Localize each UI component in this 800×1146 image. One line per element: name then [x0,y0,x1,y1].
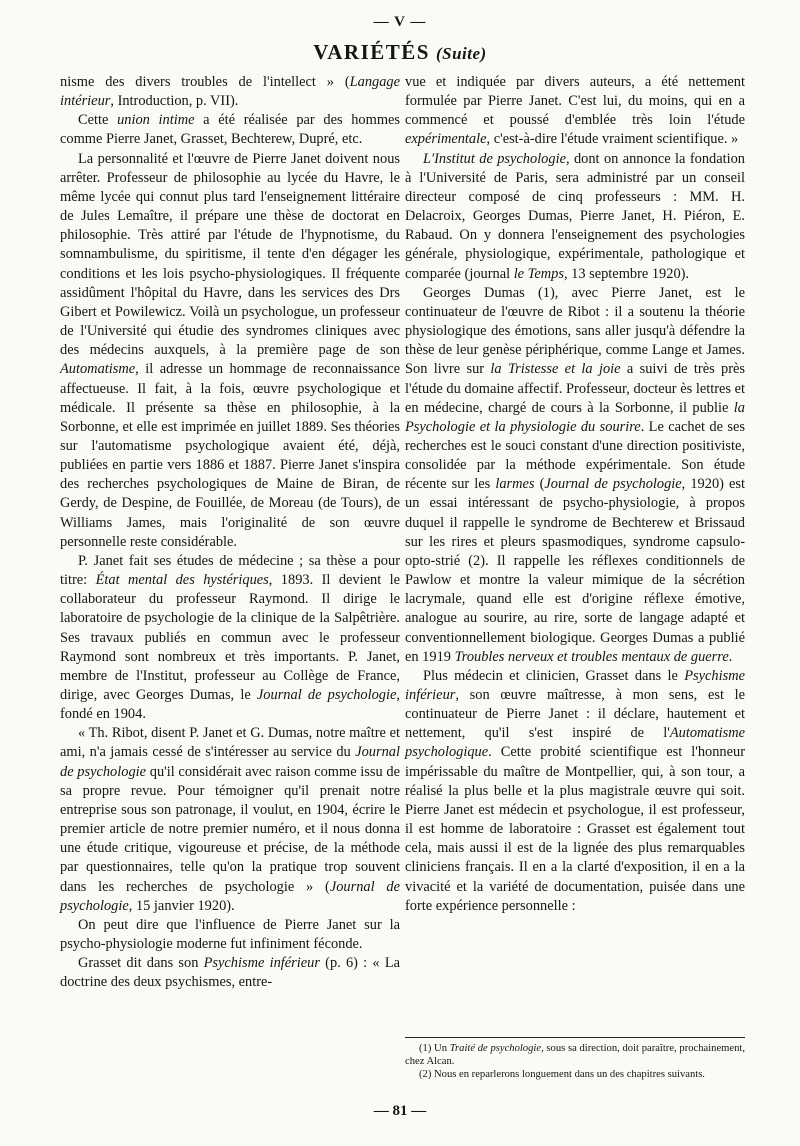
italic-title: union intime [117,112,195,129]
section-number: — V — [373,14,427,30]
right-column [405,73,745,916]
paragraph: Cette union intime a été réalisée par des hommes comme Pierre Janet, Grasset, Bechterew, Dupré, etc. [60,112,400,148]
italic-title: Troubles nerveux et troubles mentaux de guerre [454,648,729,665]
italic-title: larmes [495,476,535,493]
italic-title: Traité de psychologie [449,1043,542,1054]
italic-title: Automatisme [60,361,136,378]
paragraph: nisme des divers troubles de l'intellect » (Langage intérieur, Introduction, p. VII). [60,74,400,110]
paragraph: L'Institut de psychologie, dont on annonce la fondation à l'Université de Paris, sera administré par un conseil directeur composé de cinq professeurs : MM. H. Delacroix, Georges Dumas, Pierre Janet, H. Piéron, E. Rabaud. On y donnera l'enseignement des psychologies générale, physiologique, expérimentale, pathologique et comparée (journal le Temps, 13 septembre 1920). [405,150,745,282]
paragraph: On peut dire que l'influence de Pierre Janet sur la psycho-physiologie moderne fut infiniment féconde. [60,916,400,953]
left-column [60,73,400,993]
italic-title: Journal de psychologie [256,687,397,703]
italic-title: Journal de psychologie [60,744,400,780]
italic-title: la Psychologie et la physiologie du sourire [405,399,745,435]
footnotes [405,1037,745,1081]
page-number: — 81 — [373,1103,427,1119]
italic-title: Langage intérieur [60,74,400,110]
page-title [0,40,800,65]
paragraph: La personnalité et l'œuvre de Pierre Janet doivent nous arrêter. Professeur de philosophie au lycée du Havre, le même lycée qui connut plus tard l'enseignement littéraire de Jules Lemaître, il prépare une thèse de doctorat en philosophie. Très attiré par l'étude de l'hypnotisme, du somnambulisme, du spiritisme, il tente d'en dégager les conditions et les lois psycho-physiologiques. Il fréquente assidûment l'hôpital du Havre, dans les services des Drs Gibert et Powilewicz. Voilà un psychologue, un professeur de l'Université qui étudie des syndromes cliniques avec des médecins auxquels, à la première page de son Automatisme, il adresse un hommage de reconnaissance affectueuse. Il fait, à la fois, œuvre psychologique et médicale. Il présente sa thèse en philosophie, à la Sorbonne, et elle est imprimée en juillet 1889. Ses théories sur l'automatisme psychologique avaient été, déjà, publiées en partie vers 1886 et 1887. Pierre Janet s'inspira des recherches psychologiques de Maine de Biran, de Gerdy, de Despine, de Fouillée, de Moreau (de Tours), de Williams James, mais l'originalité de son œuvre personnelle reste considérable. [60,150,400,550]
paragraph: Plus médecin et clinicien, Grasset dans le Psychisme inférieur, son œuvre maîtresse, à mon sens, est le continuateur de Pierre Janet : il déclare, hautement et nettement, qu'il s'est inspiré de l'Automatisme psychologique. Cette probité scientifique est l'honneur impérissable du maître de Montpellier, qui, à son tour, a réalisé la plus belle et la plus magistrale œuvre qui soit. Pierre Janet est médecin et psychologue, il est professeur, il est homme de laboratoire : Grasset est également tout cela, mais aussi il est de la lignée des plus remarquables cliniciens français. Il en a la clarté d'exposition, il en a la vivacité et la variété de documentation, puisée dans une forte expérience personnelle : [405,667,745,914]
italic-title: L'Institut de psychologie [423,150,566,167]
section-title-suffix: (Suite) [435,44,487,63]
italic-title: Psychisme inférieur [405,667,745,703]
section-title-text: VARIÉTÉS [313,40,430,64]
italic-title: Automatisme psychologique [405,725,745,761]
footnote: (1) Un Traité de psychologie, sous sa direction, doit paraître, prochainement, chez Alcan. [405,1043,745,1067]
paragraph: Georges Dumas (1), avec Pierre Janet, est le continuateur de l'œuvre de Ribot : il a soutenu la théorie physiologique des émotions, sans aller jusqu'à défendre la thèse de leur genèse périphérique, comme Lange et James. Son livre sur la Tristesse et la joie a suivi de très près l'étude du domaine affectif. Professeur, docteur ès lettres et en médecine, chargé de cours à la Sorbonne, il publie la Psychologie et la physiologie du sourire. Le cachet de ses recherches est le souci constant d'une direction positiviste, consolidée par la méthode expérimentale. Son étude récente sur les larmes (Journal de psychologie, 1920) est un essai intéressant de psycho-physiologie, à propos duquel il rappelle le syndrome de Bechterew et Brissaud sur les rires et pleurs spasmodiques, syndrome capsulo-opto-strié (2). Il rappelle les réflexes conditionnels de Pawlow et montre la valeur mimique de la sécrétion lacrymale, quand elle est d'origine réflexe émotive, analogue au sourire, au rire, sorte de langage adapté et conventionnellement biologique. Georges Dumas a publié en 1919 Troubles nerveux et troubles mentaux de guerre. [405,284,746,665]
italic-title: le Temps [513,265,564,282]
paragraph: P. Janet fait ses études de médecine ; sa thèse a pour titre: État mental des hystériques, 1893. Il devient le collaborateur du professeur Raymond. Il dirige le laboratoire de psychologie de la clinique de la Salpêtrière. Ses travaux publiés en commun avec le professeur Raymond sont nombreux et très importants. P. Janet, membre de l'Institut, professeur au Collège de France, dirige, avec Georges Dumas, le Journal de psychologie, fondé en 1904. [60,552,401,723]
paragraph: Grasset dit dans son Psychisme inférieur (p. 6) : « La doctrine des deux psychismes, entre- [60,955,400,991]
italic-title: Journal de psychologie [544,476,682,493]
footnote: (2) Nous en reparlerons longuement dans un des chapitres suivants. [419,1069,705,1080]
paragraph: « Th. Ribot, disent P. Janet et G. Dumas, notre maître et ami, n'a jamais cessé de s'intéresser au service du Journal de psychologie qu'il considérait avec raison comme issu de sa propre revue. Pour témoigner qu'il prenait notre entreprise sous son patronage, il voulut, en 1904, écrire le premier article de notre premier numéro, et il nous donna une étude critique, vigoureuse et précise, de la méthode par questionnaires, telle qu'on la pratique trop souvent dans les recherches de psychologie » (Journal de psychologie, 15 janvier 1920). [60,725,401,914]
italic-title: Journal de psychologie [60,878,401,914]
italic-title: la Tristesse et la joie [490,361,621,378]
italic-title: expérimentale [405,131,487,148]
paragraph: vue et indiquée par divers auteurs, a été nettement formulée par Pierre Janet. C'est lui, du moins, qui en a commencé et poussé d'emblée très loin l'étude expérimentale, c'est-à-dire l'étude vraiment scientifique. » [405,74,745,148]
italic-title: Psychisme inférieur [203,955,320,972]
italic-title: État mental des hystériques [95,572,269,589]
